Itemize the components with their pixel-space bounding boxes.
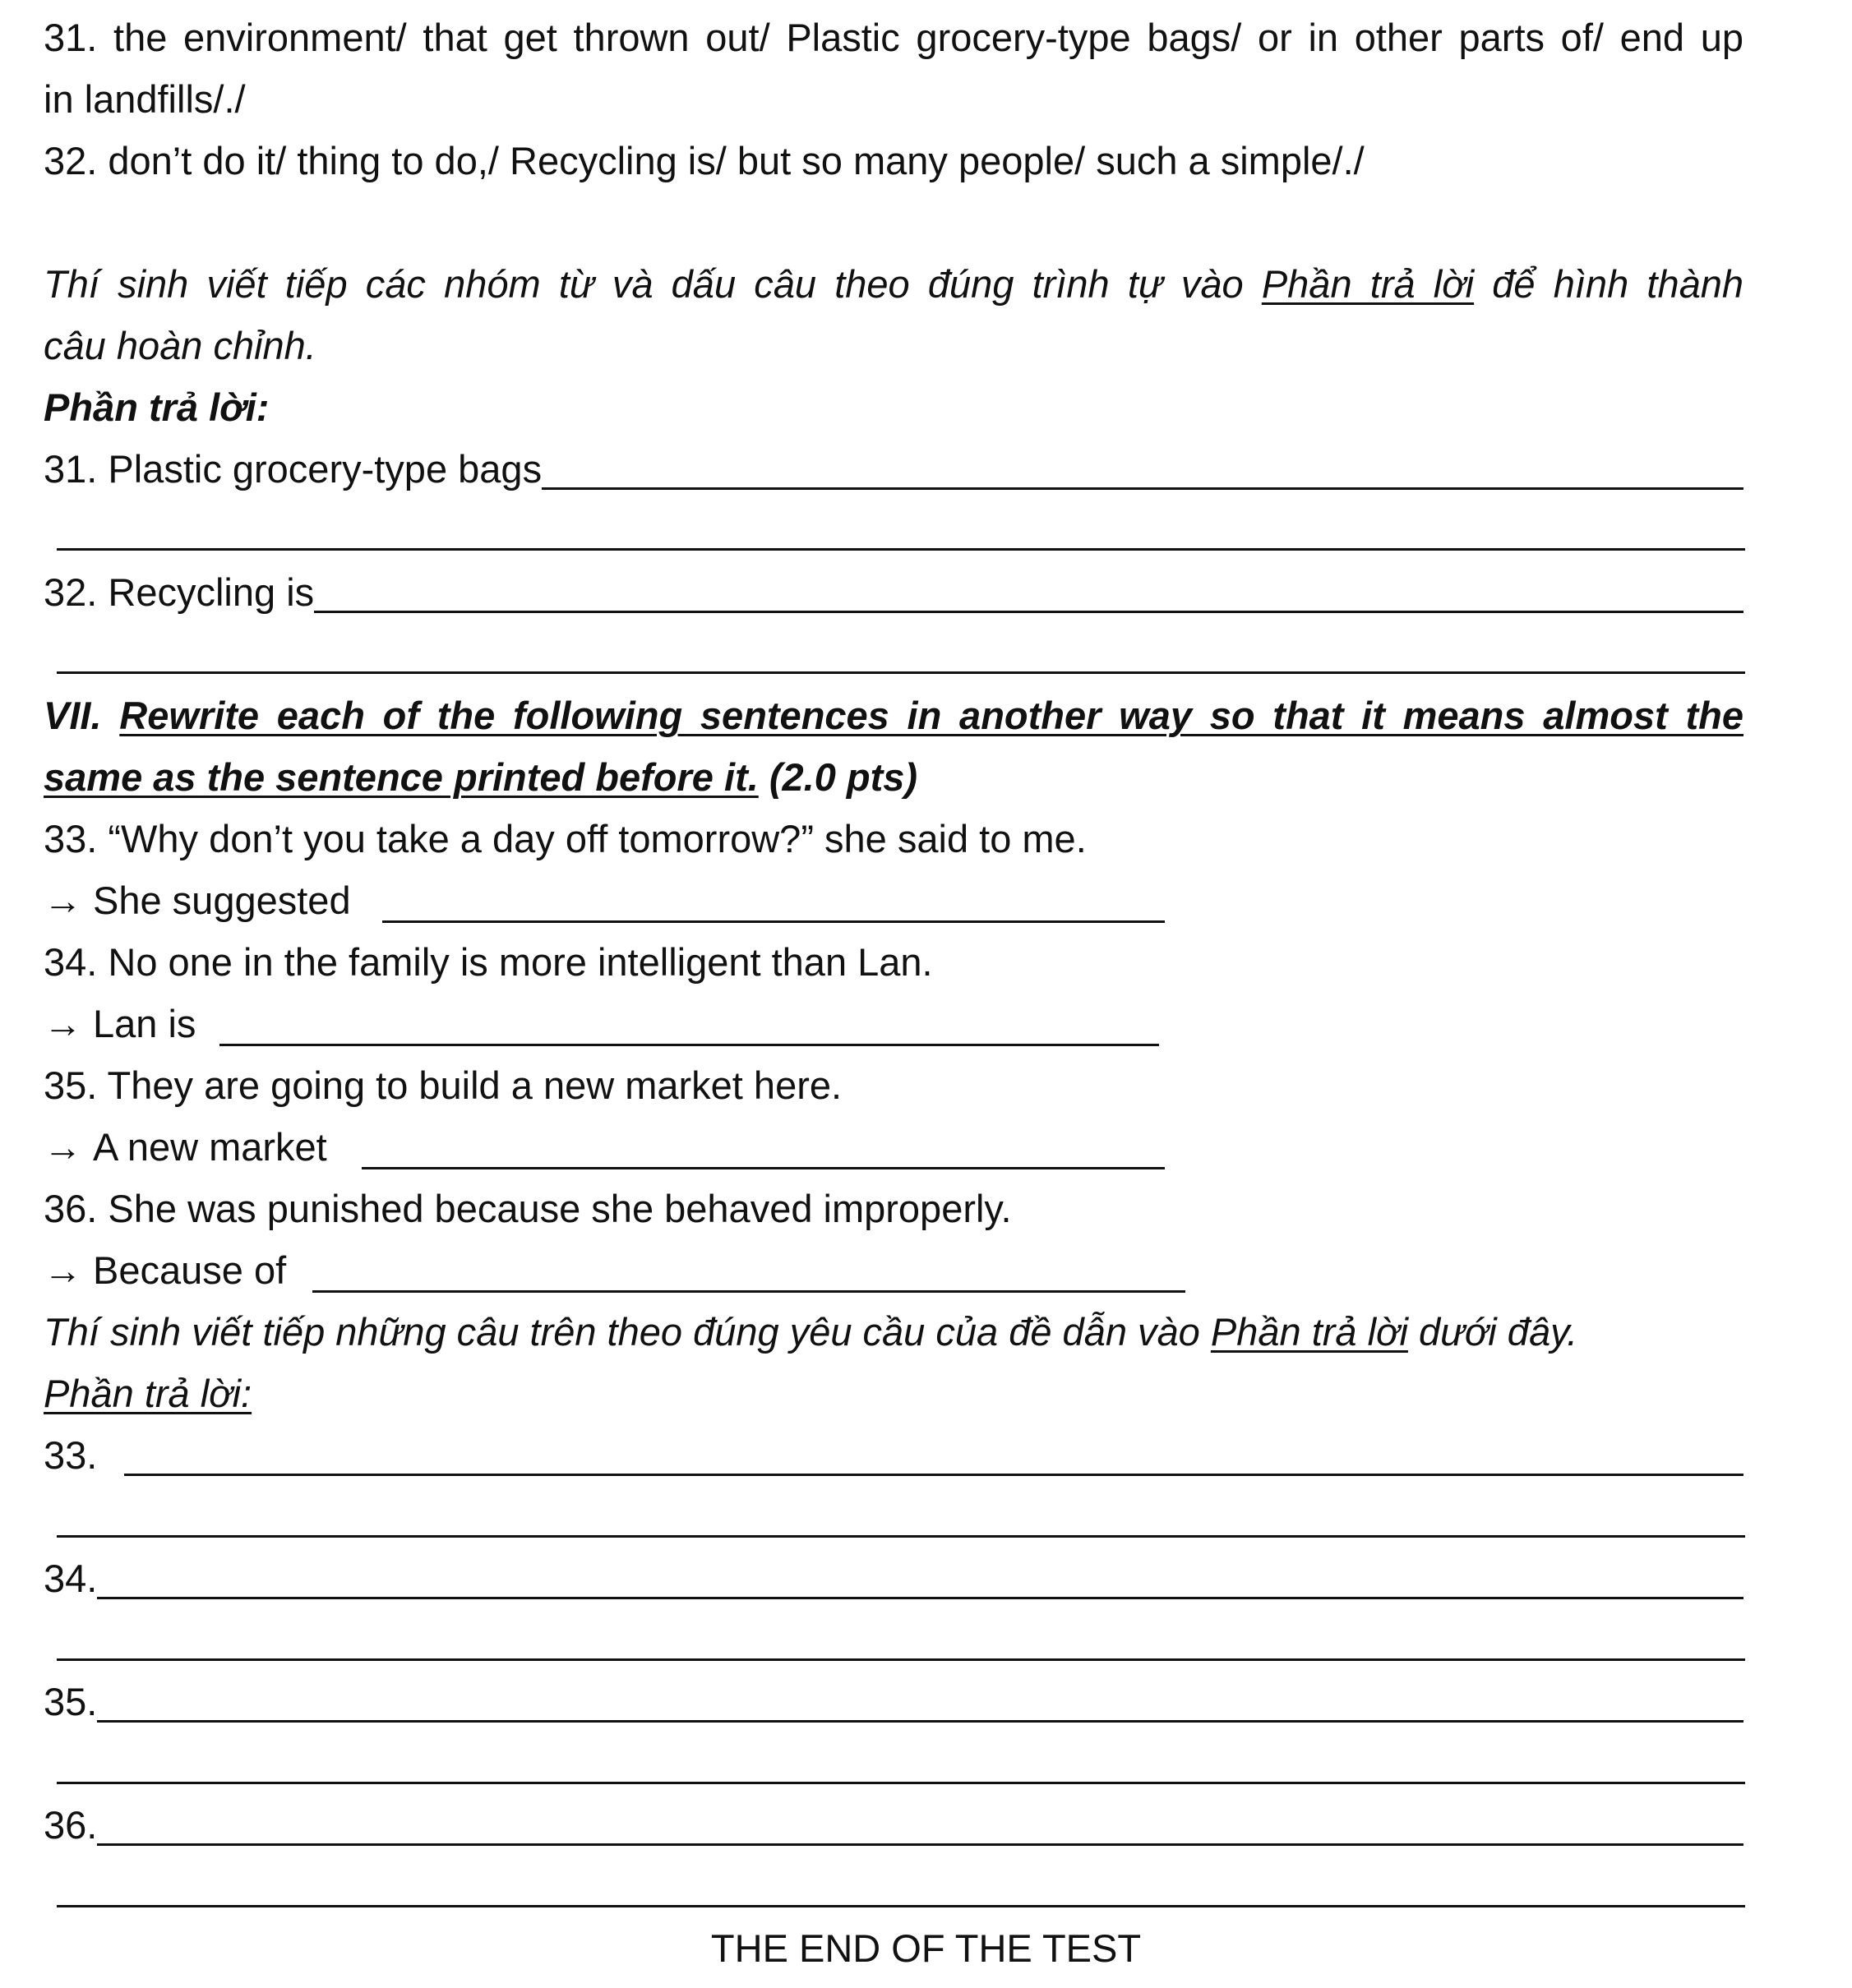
instruction-answer-ref: Phần trả lời: [1261, 262, 1475, 306]
part7-number: VII.: [44, 694, 120, 737]
answer-36-row: [44, 1794, 1743, 1856]
question-31-scrambled-cont: in landfills/./: [44, 77, 246, 121]
question-35: 35. They are going to build a new market here.: [44, 1063, 843, 1107]
end-of-test: THE END OF THE TEST: [710, 1926, 1142, 1970]
answer-33-line-2[interactable]: [57, 1535, 1745, 1538]
part7-heading-text-cont: same as the sentence printed before it.: [44, 755, 759, 799]
answer-35-prefix: 35.: [44, 1680, 98, 1723]
answer-36-line[interactable]: [97, 1802, 1743, 1846]
arrow-icon: →: [44, 879, 82, 922]
answer-31-line[interactable]: [542, 446, 1743, 490]
answer-35-line-2[interactable]: [57, 1782, 1745, 1784]
question-36-prompt-text: Because of: [93, 1248, 287, 1292]
answer-34-row: [44, 1548, 1743, 1609]
answer-31-row: [44, 438, 1743, 500]
answer-36-prefix: 36.: [44, 1803, 98, 1847]
instruction-rewrite-answer-ref: Phần trả lời: [1210, 1310, 1408, 1354]
question-34-blank[interactable]: [219, 1044, 1159, 1046]
answer-34-line-2[interactable]: [57, 1658, 1745, 1661]
question-36-blank[interactable]: [312, 1290, 1185, 1293]
question-33-blank[interactable]: [382, 920, 1165, 923]
answer-32-prefix: 32. Recycling is: [44, 570, 315, 614]
part7-points: (2.0 pts): [758, 755, 918, 799]
answer-heading-part6: Phần trả lời:: [44, 385, 270, 429]
question-34: 34. No one in the family is more intelligent than Lan.: [44, 940, 933, 984]
answer-heading-part7-row: [44, 1363, 1743, 1424]
question-35-prompt-text: A new market: [93, 1125, 327, 1169]
answer-33-line[interactable]: [124, 1432, 1743, 1476]
arrow-icon: →: [44, 1125, 82, 1169]
answer-33-prefix: 33.: [44, 1433, 109, 1477]
answer-34-prefix: 34.: [44, 1557, 98, 1600]
answer-32-line-2[interactable]: [57, 671, 1745, 674]
arrow-icon: →: [44, 1248, 82, 1292]
part7-heading: [44, 685, 1743, 746]
instruction-rewrite: [44, 1301, 1743, 1363]
instruction-ordering: [44, 253, 1743, 315]
instruction-rewrite-text: Thí sinh viết tiếp những câu trên theo đúng yêu cầu của đề dẫn vào: [44, 1310, 1211, 1354]
instruction-text-end: để hình thành: [1474, 262, 1743, 306]
answer-34-line[interactable]: [97, 1556, 1743, 1599]
instruction-text: Thí sinh viết tiếp các nhóm từ và dấu câu theo đúng trình tự vào: [44, 262, 1262, 306]
question-33: 33. “Why don’t you take a day off tomorrow?” she said to me.: [44, 817, 1087, 860]
answer-32-line[interactable]: [314, 570, 1743, 613]
answer-31-prefix: 31. Plastic grocery-type bags: [44, 447, 543, 491]
instruction-ordering-cont: câu hoàn chỉnh.: [44, 324, 316, 367]
answer-36-line-2[interactable]: [57, 1905, 1745, 1907]
answer-35-line[interactable]: [97, 1679, 1743, 1723]
arrow-icon: →: [44, 1002, 82, 1045]
question-34-prompt-text: Lan is: [93, 1002, 196, 1045]
instruction-rewrite-text-end: dưới đây.: [1407, 1310, 1578, 1354]
answer-35-row: [44, 1671, 1743, 1732]
answer-31-line-2[interactable]: [57, 548, 1745, 551]
part7-heading-text: Rewrite each of the following sentences in another way so that it means almost the: [119, 694, 1743, 737]
answer-32-row: [44, 561, 1743, 623]
question-32-scrambled: 32. don’t do it/ thing to do,/ Recycling is/ but so many people/ such a simple/./: [44, 139, 1365, 182]
answer-heading-part7: Phần trả lời:: [44, 1372, 252, 1415]
question-36: 36. She was punished because she behaved improperly.: [44, 1187, 1012, 1230]
question-33-prompt-text: She suggested: [93, 879, 351, 922]
question-35-blank[interactable]: [362, 1167, 1165, 1169]
answer-33-row: [44, 1424, 1743, 1486]
question-31-scrambled: 31. the environment/ that get thrown out/ Plastic grocery-type bags/ or in other parts of/ end up: [44, 16, 1743, 59]
part7-heading-cont: [44, 746, 1743, 808]
